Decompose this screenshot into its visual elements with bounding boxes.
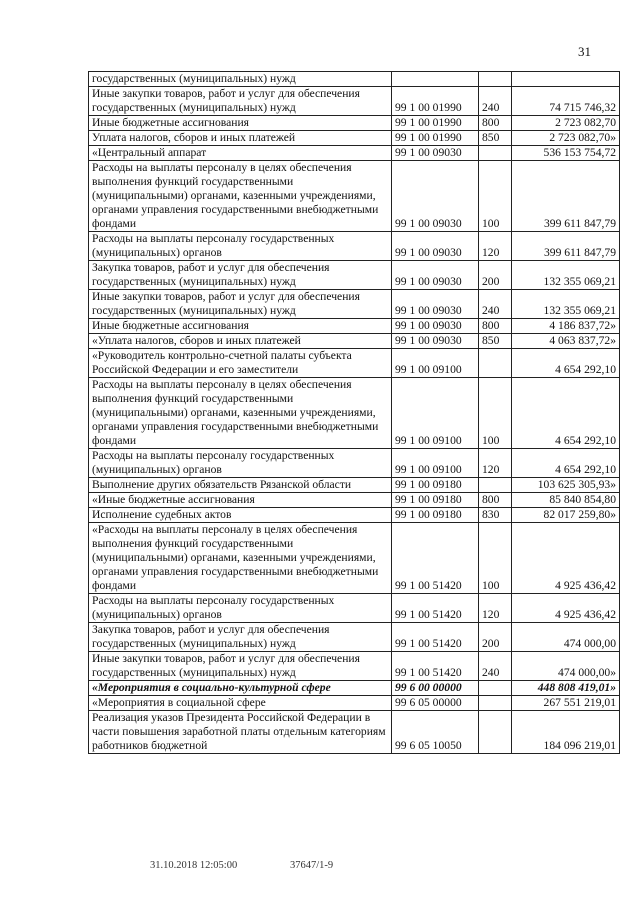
row-code: 99 1 00 09180 [392, 478, 479, 493]
table-row [89, 493, 620, 508]
table-row [89, 508, 620, 523]
row-code: 99 1 00 09030 [392, 146, 479, 161]
table-row [89, 261, 620, 290]
row-name: Реализация указов Президента Российской Федерации в части повышения заработной платы отдельным категориям работников бюджетной [89, 711, 392, 754]
row-code: 99 1 00 51420 [392, 523, 479, 594]
row-amount: 132 355 069,21 [512, 261, 620, 290]
row-code: 99 1 00 09030 [392, 334, 479, 349]
row-code: 99 1 00 51420 [392, 594, 479, 623]
row-code: 99 1 00 09030 [392, 290, 479, 319]
row-expense-type: 240 [479, 290, 512, 319]
row-code: 99 1 00 01990 [392, 131, 479, 146]
row-code: 99 1 00 51420 [392, 623, 479, 652]
row-amount: 74 715 746,32 [512, 87, 620, 116]
row-expense-type: 830 [479, 508, 512, 523]
row-name: Расходы на выплаты персоналу государственных (муниципальных) органов [89, 232, 392, 261]
page-number: 31 [578, 44, 591, 59]
row-expense-type [479, 711, 512, 754]
row-name: «Центральный аппарат [89, 146, 392, 161]
table-row [89, 161, 620, 232]
table-row [89, 681, 620, 696]
row-name: «Уплата налогов, сборов и иных платежей [89, 334, 392, 349]
table-row [89, 116, 620, 131]
table-row [89, 146, 620, 161]
row-amount: 474 000,00» [512, 652, 620, 681]
footer-doc-id: 37647/1-9 [290, 860, 334, 871]
row-expense-type: 100 [479, 378, 512, 449]
row-name: Иные закупки товаров, работ и услуг для обеспечения государственных (муниципальных) нужд [89, 87, 392, 116]
row-name: Иные закупки товаров, работ и услуг для обеспечения государственных (муниципальных) нужд [89, 652, 392, 681]
table-row [89, 349, 620, 378]
row-amount: 132 355 069,21 [512, 290, 620, 319]
row-name: Исполнение судебных актов [89, 508, 392, 523]
row-name: государственных (муниципальных) нужд [89, 72, 392, 87]
row-expense-type [479, 681, 512, 696]
row-amount: 4 925 436,42 [512, 594, 620, 623]
row-name: Уплата налогов, сборов и иных платежей [89, 131, 392, 146]
row-expense-type: 850 [479, 334, 512, 349]
row-code: 99 1 00 01990 [392, 87, 479, 116]
row-amount: 399 611 847,79 [512, 161, 620, 232]
row-name: Расходы на выплаты персоналу в целях обеспечения выполнения функций государственными (муниципальными) органами, казенными учреждениями, органами управления государственными внебюджетными фондами [89, 161, 392, 232]
row-amount: 184 096 219,01 [512, 711, 620, 754]
row-expense-type: 240 [479, 652, 512, 681]
table-row [89, 523, 620, 594]
row-amount: 267 551 219,01 [512, 696, 620, 711]
table-row [89, 87, 620, 116]
row-name: Расходы на выплаты персоналу государственных (муниципальных) органов [89, 449, 392, 478]
row-amount [512, 72, 620, 87]
row-code: 99 1 00 51420 [392, 652, 479, 681]
row-expense-type: 200 [479, 261, 512, 290]
row-code: 99 1 00 09030 [392, 232, 479, 261]
row-amount: 448 808 419,01» [512, 681, 620, 696]
table-row [89, 378, 620, 449]
row-code: 99 1 00 09030 [392, 319, 479, 334]
row-amount: 4 063 837,72» [512, 334, 620, 349]
row-amount: 536 153 754,72 [512, 146, 620, 161]
row-code [392, 72, 479, 87]
row-expense-type: 120 [479, 449, 512, 478]
row-code: 99 1 00 09180 [392, 493, 479, 508]
row-name: «Иные бюджетные ассигнования [89, 493, 392, 508]
row-expense-type: 850 [479, 131, 512, 146]
row-name: «Мероприятия в социально-культурной сфере [89, 681, 392, 696]
row-name: Иные бюджетные ассигнования [89, 319, 392, 334]
row-expense-type: 100 [479, 523, 512, 594]
table-row [89, 711, 620, 754]
table-row [89, 334, 620, 349]
table-row [89, 72, 620, 87]
row-amount: 4 654 292,10 [512, 378, 620, 449]
row-code: 99 1 00 09100 [392, 349, 479, 378]
table-row [89, 290, 620, 319]
budget-table [88, 71, 620, 754]
row-amount: 4 654 292,10 [512, 349, 620, 378]
row-expense-type [479, 146, 512, 161]
row-name: Закупка товаров, работ и услуг для обеспечения государственных (муниципальных) нужд [89, 261, 392, 290]
row-code: 99 1 00 09030 [392, 261, 479, 290]
row-expense-type: 800 [479, 319, 512, 334]
row-name: «Руководитель контрольно-счетной палаты субъекта Российской Федерации и его заместители [89, 349, 392, 378]
table-row [89, 131, 620, 146]
row-expense-type: 100 [479, 161, 512, 232]
table-row [89, 623, 620, 652]
row-amount: 2 723 082,70 [512, 116, 620, 131]
footer-timestamp: 31.10.2018 12:05:00 [150, 860, 238, 871]
row-name: Расходы на выплаты персоналу в целях обеспечения выполнения функций государственными (муниципальными) органами, казенными учреждениями, органами управления государственными внебюджетными фондами [89, 378, 392, 449]
row-amount: 4 654 292,10 [512, 449, 620, 478]
row-name: Иные закупки товаров, работ и услуг для обеспечения государственных (муниципальных) нужд [89, 290, 392, 319]
row-expense-type: 800 [479, 493, 512, 508]
row-name: Иные бюджетные ассигнования [89, 116, 392, 131]
row-code: 99 1 00 09100 [392, 378, 479, 449]
row-name: Выполнение других обязательств Рязанской области [89, 478, 392, 493]
row-amount: 82 017 259,80» [512, 508, 620, 523]
row-expense-type: 200 [479, 623, 512, 652]
row-code: 99 6 05 10050 [392, 711, 479, 754]
row-amount: 4 925 436,42 [512, 523, 620, 594]
budget-table-body [89, 72, 620, 754]
row-amount: 2 723 082,70» [512, 131, 620, 146]
row-amount: 85 840 854,80 [512, 493, 620, 508]
table-row [89, 594, 620, 623]
row-expense-type [479, 478, 512, 493]
row-expense-type: 120 [479, 594, 512, 623]
table-row [89, 696, 620, 711]
row-expense-type [479, 696, 512, 711]
row-name: Закупка товаров, работ и услуг для обеспечения государственных (муниципальных) нужд [89, 623, 392, 652]
table-row [89, 319, 620, 334]
table-row [89, 478, 620, 493]
row-amount: 4 186 837,72» [512, 319, 620, 334]
row-expense-type [479, 72, 512, 87]
row-name: Расходы на выплаты персоналу государственных (муниципальных) органов [89, 594, 392, 623]
row-code: 99 6 00 00000 [392, 681, 479, 696]
row-expense-type: 800 [479, 116, 512, 131]
row-code: 99 1 00 09100 [392, 449, 479, 478]
row-name: «Расходы на выплаты персоналу в целях обеспечения выполнения функций государственными (муниципальными) органами, казенными учреждениями, органами управления государственными внебюджетными фондами [89, 523, 392, 594]
row-expense-type [479, 349, 512, 378]
row-code: 99 1 00 09030 [392, 161, 479, 232]
table-row [89, 232, 620, 261]
row-amount: 474 000,00 [512, 623, 620, 652]
row-expense-type: 120 [479, 232, 512, 261]
row-amount: 399 611 847,79 [512, 232, 620, 261]
row-code: 99 6 05 00000 [392, 696, 479, 711]
row-code: 99 1 00 01990 [392, 116, 479, 131]
row-expense-type: 240 [479, 87, 512, 116]
row-code: 99 1 00 09180 [392, 508, 479, 523]
table-row [89, 652, 620, 681]
row-amount: 103 625 305,93» [512, 478, 620, 493]
table-row [89, 449, 620, 478]
row-name: «Мероприятия в социальной сфере [89, 696, 392, 711]
